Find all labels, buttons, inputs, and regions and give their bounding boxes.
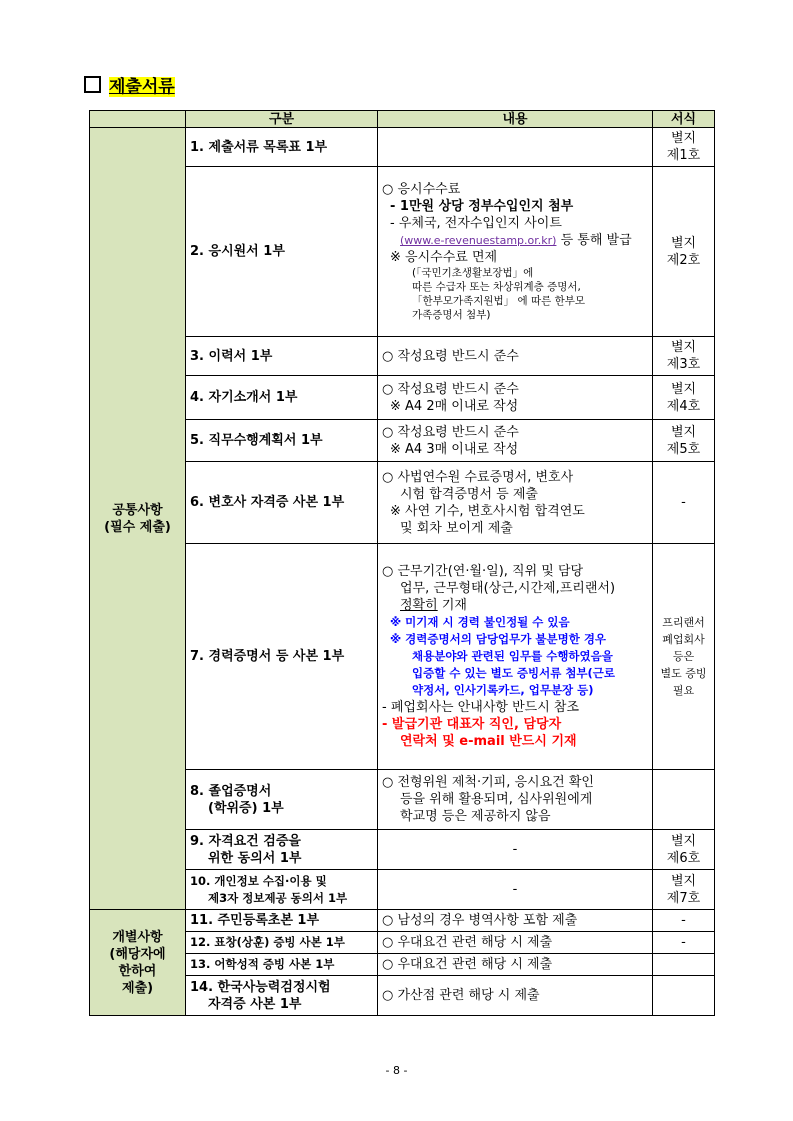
- document-name: 14. 한국사능력검정시험 자격증 사본 1부: [186, 976, 378, 1016]
- document-name: 10. 개인정보 수집·이용 및 제3자 정보제공 동의서 1부: [186, 870, 378, 910]
- document-content: ○ 전형위원 제척·기피, 응시요건 확인 등을 위해 활용되며, 심사위원에게 학교명 등은 제공하지 않음: [378, 770, 653, 830]
- category-individual: 개별사항 (해당자에 한하여 제출): [90, 910, 186, 1016]
- form-number: 별지 제6호: [653, 830, 715, 870]
- document-content: [378, 128, 653, 167]
- document-content: ○ 응시수수료 - 1만원 상당 정부수입인지 첨부 - 우체국, 전자수입인지 사이트 (www.e-revenuestamp.or.kr) 등 통해 발급 ※ 응시수수료 면제 (「국민기초생활보장법」에 따른 수급자 또는 차상위계층 증명서, 「한부모가족지원법」 에 따른 한부모 가족증명서 첨부): [378, 167, 653, 337]
- header-category: 구분: [186, 111, 378, 128]
- form-number: 별지 제5호: [653, 420, 715, 462]
- document-content: ○ 근무기간(연·월·일), 직위 및 담당 업무, 근무형태(상근,시간제,프리랜서) 정확히 기재 ※ 미기재 시 경력 불인정될 수 있음 ※ 경력증명서의 담당업무가 불분명한 경우 채용분야와 관련된 임무를 수행하였음을 입증할 수 있는 별도 증빙서류 첨부(근로 약정서, 인사기록카드, 업무분장 등) - 폐업회사는 안내사항 반드시 참조 - 발급기관 대표자 직인, 담당자 연락처 및 e-mail 반드시 기재: [378, 544, 653, 770]
- form-number: 별지 제1호: [653, 128, 715, 167]
- form-number: -: [653, 462, 715, 544]
- document-content: ○ 사법연수원 수료증명서, 변호사 시험 합격증명서 등 제출 ※ 사연 기수, 변호사시험 합격연도 및 회차 보이게 제출: [378, 462, 653, 544]
- document-name: 5. 직무수행계획서 1부: [186, 420, 378, 462]
- document-content: ○ 우대요건 관련 해당 시 제출: [378, 932, 653, 954]
- form-number: -: [653, 932, 715, 954]
- header-content: 내용: [378, 111, 653, 128]
- form-number: 별지 제2호: [653, 167, 715, 337]
- revenue-stamp-link[interactable]: (www.e-revenuestamp.or.kr): [400, 234, 557, 247]
- document-content: ○ 우대요건 관련 해당 시 제출: [378, 954, 653, 976]
- table-header-row: [90, 111, 715, 128]
- document-name: 12. 표창(상훈) 증빙 사본 1부: [186, 932, 378, 954]
- document-name: 6. 변호사 자격증 사본 1부: [186, 462, 378, 544]
- document-name: 3. 이력서 1부: [186, 337, 378, 376]
- document-name: 9. 자격요건 검증을 위한 동의서 1부: [186, 830, 378, 870]
- form-number: [653, 954, 715, 976]
- header-cell-blank: [90, 111, 186, 128]
- document-name: 1. 제출서류 목록표 1부: [186, 128, 378, 167]
- header-form: 서식: [653, 111, 715, 128]
- document-content: -: [378, 830, 653, 870]
- table-row: [90, 910, 715, 932]
- form-number: 별지 제3호: [653, 337, 715, 376]
- document-name: 13. 어학성적 증빙 사본 1부: [186, 954, 378, 976]
- form-number: -: [653, 910, 715, 932]
- document-name: 2. 응시원서 1부: [186, 167, 378, 337]
- document-name: 7. 경력증명서 등 사본 1부: [186, 544, 378, 770]
- document-content: -: [378, 870, 653, 910]
- form-number: [653, 770, 715, 830]
- document-name: 4. 자기소개서 1부: [186, 376, 378, 420]
- document-content: ○ 작성요령 반드시 준수: [378, 337, 653, 376]
- form-number: 별지 제7호: [653, 870, 715, 910]
- documents-table: [89, 110, 715, 1016]
- form-number: 프리랜서 폐업회사 등은 별도 증빙 필요: [653, 544, 715, 770]
- section-title: 제출서류: [109, 77, 175, 97]
- document-content: ○ 작성요령 반드시 준수 ※ A4 3매 이내로 작성: [378, 420, 653, 462]
- page-number: - 8 -: [385, 1064, 408, 1077]
- document-name: 8. 졸업증명서 (학위증) 1부: [186, 770, 378, 830]
- checkbox-square-icon: [84, 76, 101, 93]
- table-row: [90, 128, 715, 167]
- document-content: ○ 남성의 경우 병역사항 포함 제출: [378, 910, 653, 932]
- document-name: 11. 주민등록초본 1부: [186, 910, 378, 932]
- document-content: ○ 가산점 관련 해당 시 제출: [378, 976, 653, 1016]
- document-content: ○ 작성요령 반드시 준수 ※ A4 2매 이내로 작성: [378, 376, 653, 420]
- category-common: 공통사항 (필수 제출): [90, 128, 186, 910]
- form-number: 별지 제4호: [653, 376, 715, 420]
- section-heading: [84, 72, 175, 97]
- form-number: [653, 976, 715, 1016]
